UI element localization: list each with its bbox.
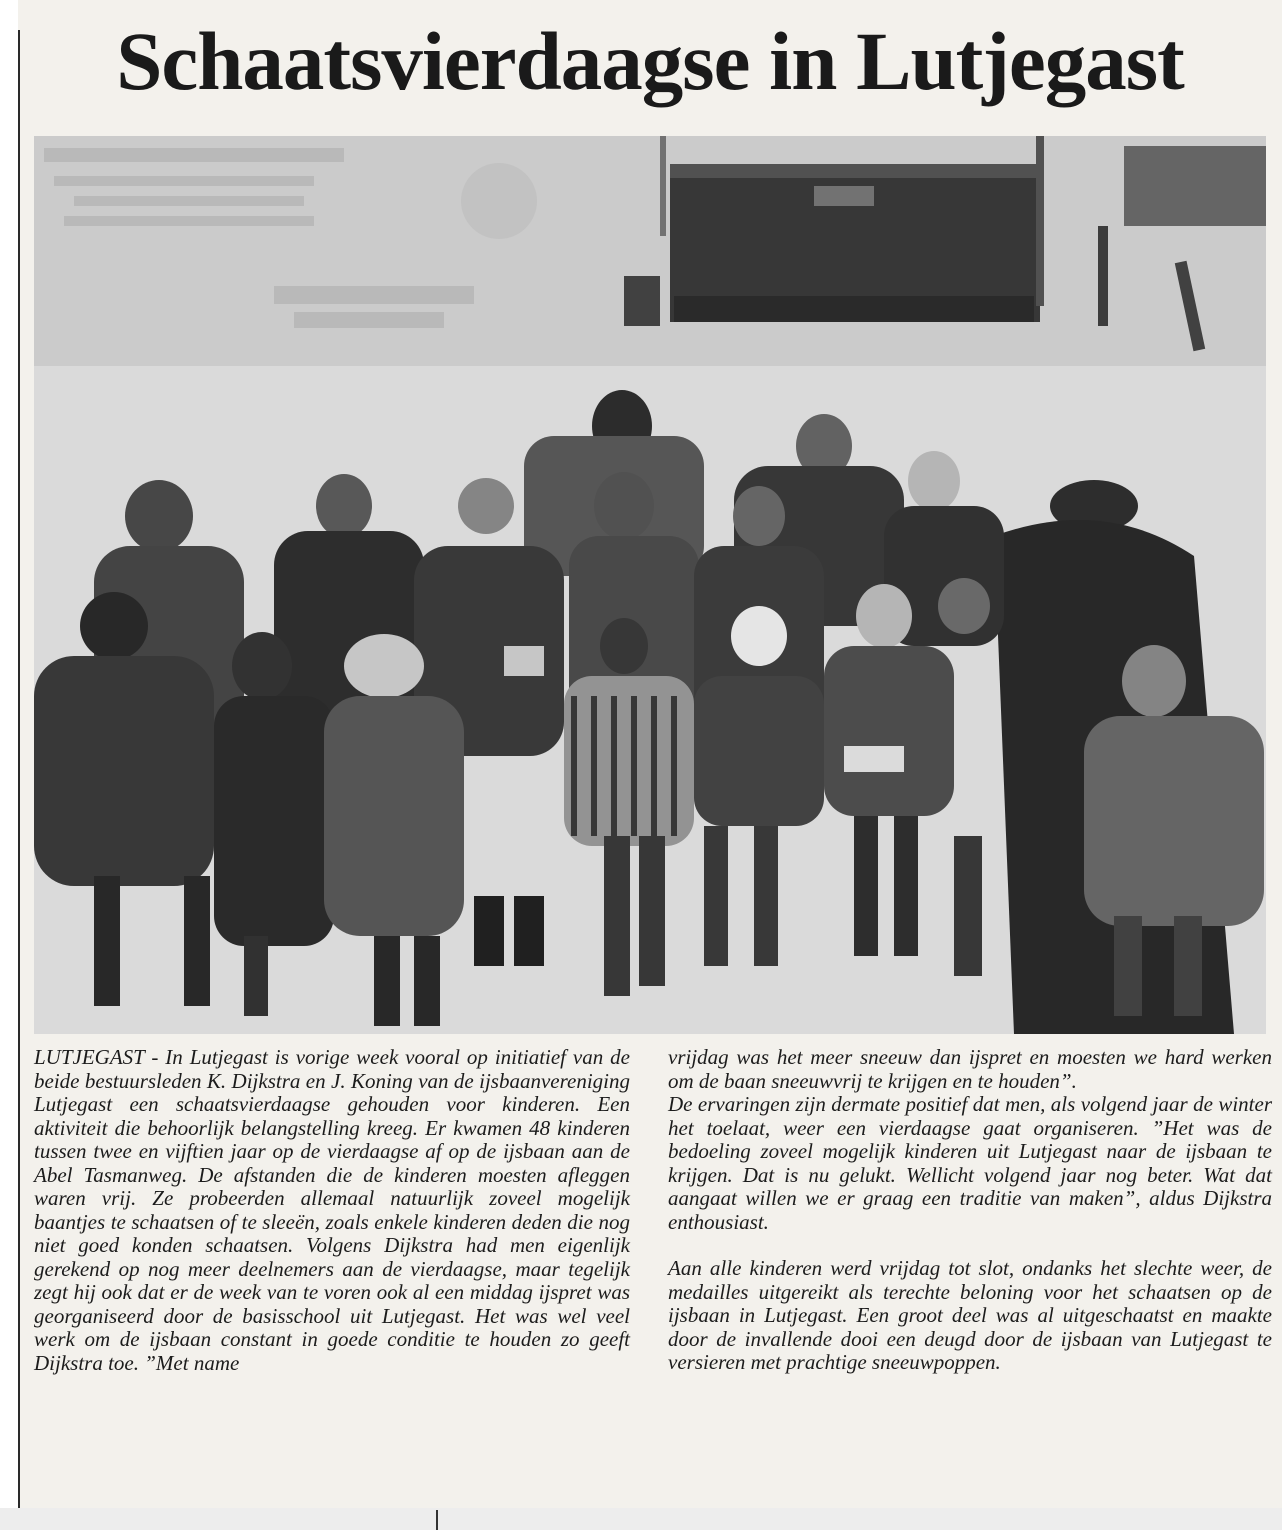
article-paragraph: Aan alle kinderen werd vrijdag tot slot, ondanks het slechte weer, de medailles uitgereikt als terechte beloning voor het schaatsen op de ijsbaan in Lutjegast. Een groot deel was al uitgeschaatst en maakte door de invallende dooi een deugd door de ijsbaan van Lutjegast te versieren met prachtige sneeuwpoppen. [668, 1256, 1272, 1374]
article-right-column [668, 1046, 1272, 1375]
newspaper-photo-children-on-ice [34, 136, 1266, 1034]
article-paragraph: LUTJEGAST - In Lutjegast is vorige week vooral op initiatief van de beide bestuursleden K. Dijkstra en J. Koning van de ijsbaanvereniging Lutjegast een schaatsvierdaagse gehouden voor kinderen. Een aktiviteit die behoorlijk belangstelling kreeg. Er kwamen 48 kinderen tussen twee en vijftien jaar op de vierdaagse af op de ijsbaan aan de Abel Tasmanweg. De afstanden die de kinderen moesten afleggen waren vrij. Ze probeerden allemaal natuurlijk zoveel mogelijk baantjes te schaatsen of te sleeën, zoals enkele kinderen deden die nog niet goed konden schaatsen. Volgens Dijkstra had men eigenlijk gerekend op nog meer deelnemers aan de vierdaagse, maar tegelijk zegt hij ook dat er de week van te voren ook al een middag ijspret was georganiseerd door de basisschool uit Lutjegast. Het was wel veel werk om de ijsbaan constant in goede conditie te houden zo geeft Dijkstra toe. ”Met name [34, 1045, 630, 1375]
news-photo [34, 136, 1266, 1034]
article-paragraph: vrijdag was het meer sneeuw dan ijspret en moesten we hard werken om de baan sneeuwvrij te krijgen en te houden”. [668, 1045, 1272, 1093]
column-rule [18, 30, 20, 1520]
headline: Schaatsvierdaagse in Lutjegast [116, 15, 1184, 107]
page-bottom-edge [0, 1508, 1282, 1530]
article-left-column [34, 1046, 630, 1375]
article-paragraph: De ervaringen zijn dermate positief dat men, als volgend jaar de winter het toelaat, weer een vierdaagse gaat organiseren. ”Het was de bedoeling zoveel mogelijk kinderen uit Lutjegast naar de ijsbaan te krijgen. Dat is nu gelukt. Wellicht volgend jaar nog beter. Wat dat aangaat willen we er graag een traditie van maken”, aldus Dijkstra enthousiast. [668, 1092, 1272, 1234]
fold-mark [436, 1510, 438, 1530]
